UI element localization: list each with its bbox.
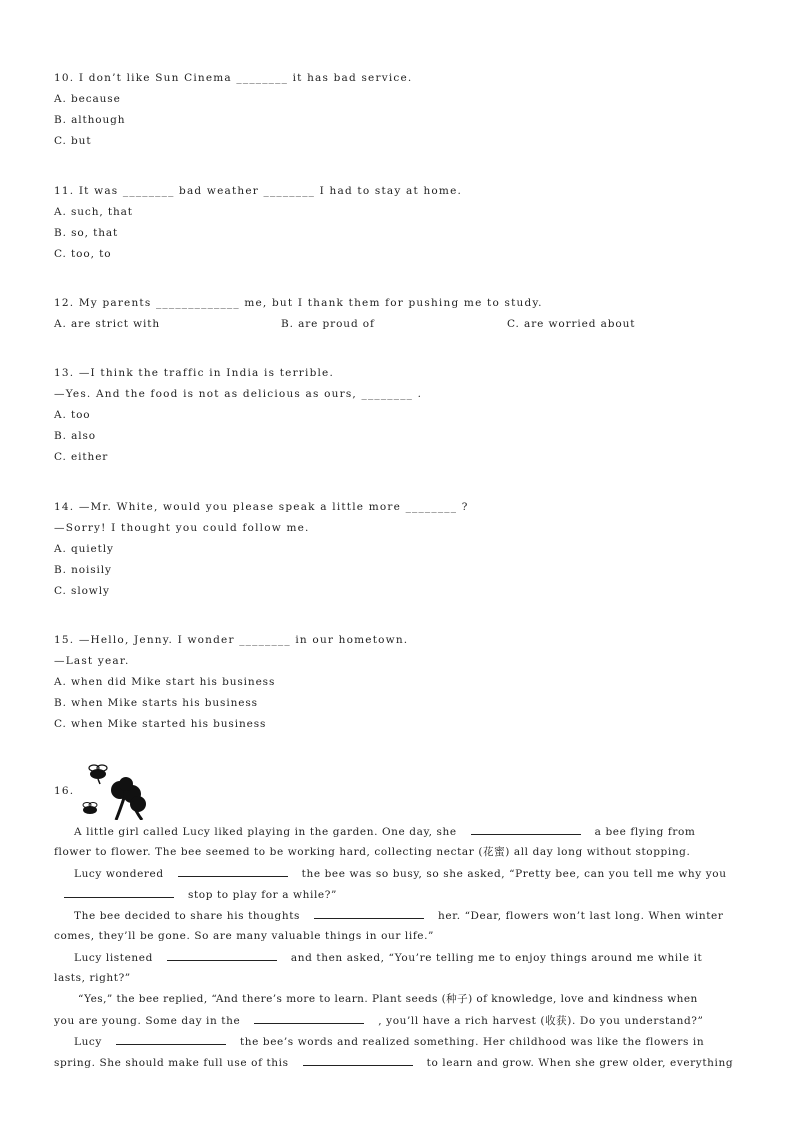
- blank-2[interactable]: [178, 866, 288, 877]
- question-14-option-c[interactable]: C. slowly: [54, 585, 110, 597]
- question-15-option-b[interactable]: B. when Mike starts his business: [54, 697, 258, 709]
- question-14-stem: 14. —Mr. White, would you please speak a little more ________ ?: [54, 501, 469, 513]
- passage-line-10: you are young. Some day in the , you’ll have a rich harvest (收获). Do you understand?”: [54, 1015, 704, 1027]
- question-15-stem-reply: —Last year.: [54, 655, 130, 667]
- blank-6[interactable]: [254, 1013, 364, 1024]
- bee-flower-illustration: [82, 762, 148, 820]
- small-bee-icon: [83, 803, 97, 815]
- question-16-number: 16.: [54, 785, 75, 797]
- question-14-stem-reply: —Sorry! I thought you could follow me.: [54, 522, 310, 534]
- passage-line-11: Lucy the bee’s words and realized something. Her childhood was like the flowers in: [74, 1036, 705, 1048]
- question-11-option-b[interactable]: B. so, that: [54, 227, 119, 239]
- question-13-stem: 13. —I think the traffic in India is terrible.: [54, 367, 334, 379]
- question-13-option-c[interactable]: C. either: [54, 451, 109, 463]
- question-11-option-c[interactable]: C. too, to: [54, 248, 112, 260]
- bee-icon: [89, 765, 107, 784]
- question-12-option-b[interactable]: B. are proud of: [281, 318, 375, 330]
- passage-line-3: Lucy wondered the bee was so busy, so she asked, “Pretty bee, can you tell me why you: [74, 868, 727, 880]
- question-10-option-b[interactable]: B. although: [54, 114, 126, 126]
- question-15-option-a[interactable]: A. when did Mike start his business: [54, 676, 276, 688]
- blank-8[interactable]: [303, 1055, 413, 1066]
- question-10-option-a[interactable]: A. because: [54, 93, 121, 105]
- question-14-option-a[interactable]: A. quietly: [54, 543, 114, 555]
- question-12-option-c[interactable]: C. are worried about: [507, 318, 636, 330]
- question-15-option-c[interactable]: C. when Mike started his business: [54, 718, 267, 730]
- passage-line-5: The bee decided to share his thoughts her. “Dear, flowers won’t last long. When winter: [74, 910, 724, 922]
- question-13-option-a[interactable]: A. too: [54, 409, 91, 421]
- question-15-stem: 15. —Hello, Jenny. I wonder ________ in our hometown.: [54, 634, 409, 646]
- question-13-stem-reply: —Yes. And the food is not as delicious as ours, ________ .: [54, 388, 423, 400]
- blank-3[interactable]: [64, 887, 174, 898]
- question-11-option-a[interactable]: A. such, that: [54, 206, 133, 218]
- question-14-option-b[interactable]: B. noisily: [54, 564, 112, 576]
- question-11-stem: 11. It was ________ bad weather ________ I had to stay at home.: [54, 185, 463, 197]
- blank-1[interactable]: [471, 824, 581, 835]
- blank-7[interactable]: [116, 1034, 226, 1045]
- passage-line-12: spring. She should make full use of this to learn and grow. When she grew older, everything: [54, 1057, 734, 1069]
- blank-4[interactable]: [314, 908, 424, 919]
- passage-line-8: lasts, right?”: [54, 972, 131, 984]
- passage-line-2: flower to flower. The bee seemed to be working hard, collecting nectar (花蜜) all day long without stopping.: [54, 846, 691, 858]
- passage-line-1: A little girl called Lucy liked playing in the garden. One day, she a bee flying from: [74, 826, 696, 838]
- passage-line-6: comes, they’ll be gone. So are many valuable things in our life.”: [54, 930, 435, 942]
- question-12-stem: 12. My parents _____________ me, but I thank them for pushing me to study.: [54, 297, 543, 309]
- blank-5[interactable]: [167, 950, 277, 961]
- passage-line-4: stop to play for a while?”: [54, 887, 337, 902]
- question-13-option-b[interactable]: B. also: [54, 430, 97, 442]
- passage-line-7: Lucy listened and then asked, “You’re telling me to enjoy things around me while it: [74, 952, 703, 964]
- passage-line-9: “Yes,” the bee replied, “And there’s more to learn. Plant seeds (种子) of knowledge, love and kindness when: [78, 993, 698, 1005]
- question-12-option-a[interactable]: A. are strict with: [54, 318, 161, 330]
- flower-icon: [111, 777, 146, 820]
- question-10-stem: 10. I don’t like Sun Cinema ________ it has bad service.: [54, 72, 413, 84]
- question-10-option-c[interactable]: C. but: [54, 135, 92, 147]
